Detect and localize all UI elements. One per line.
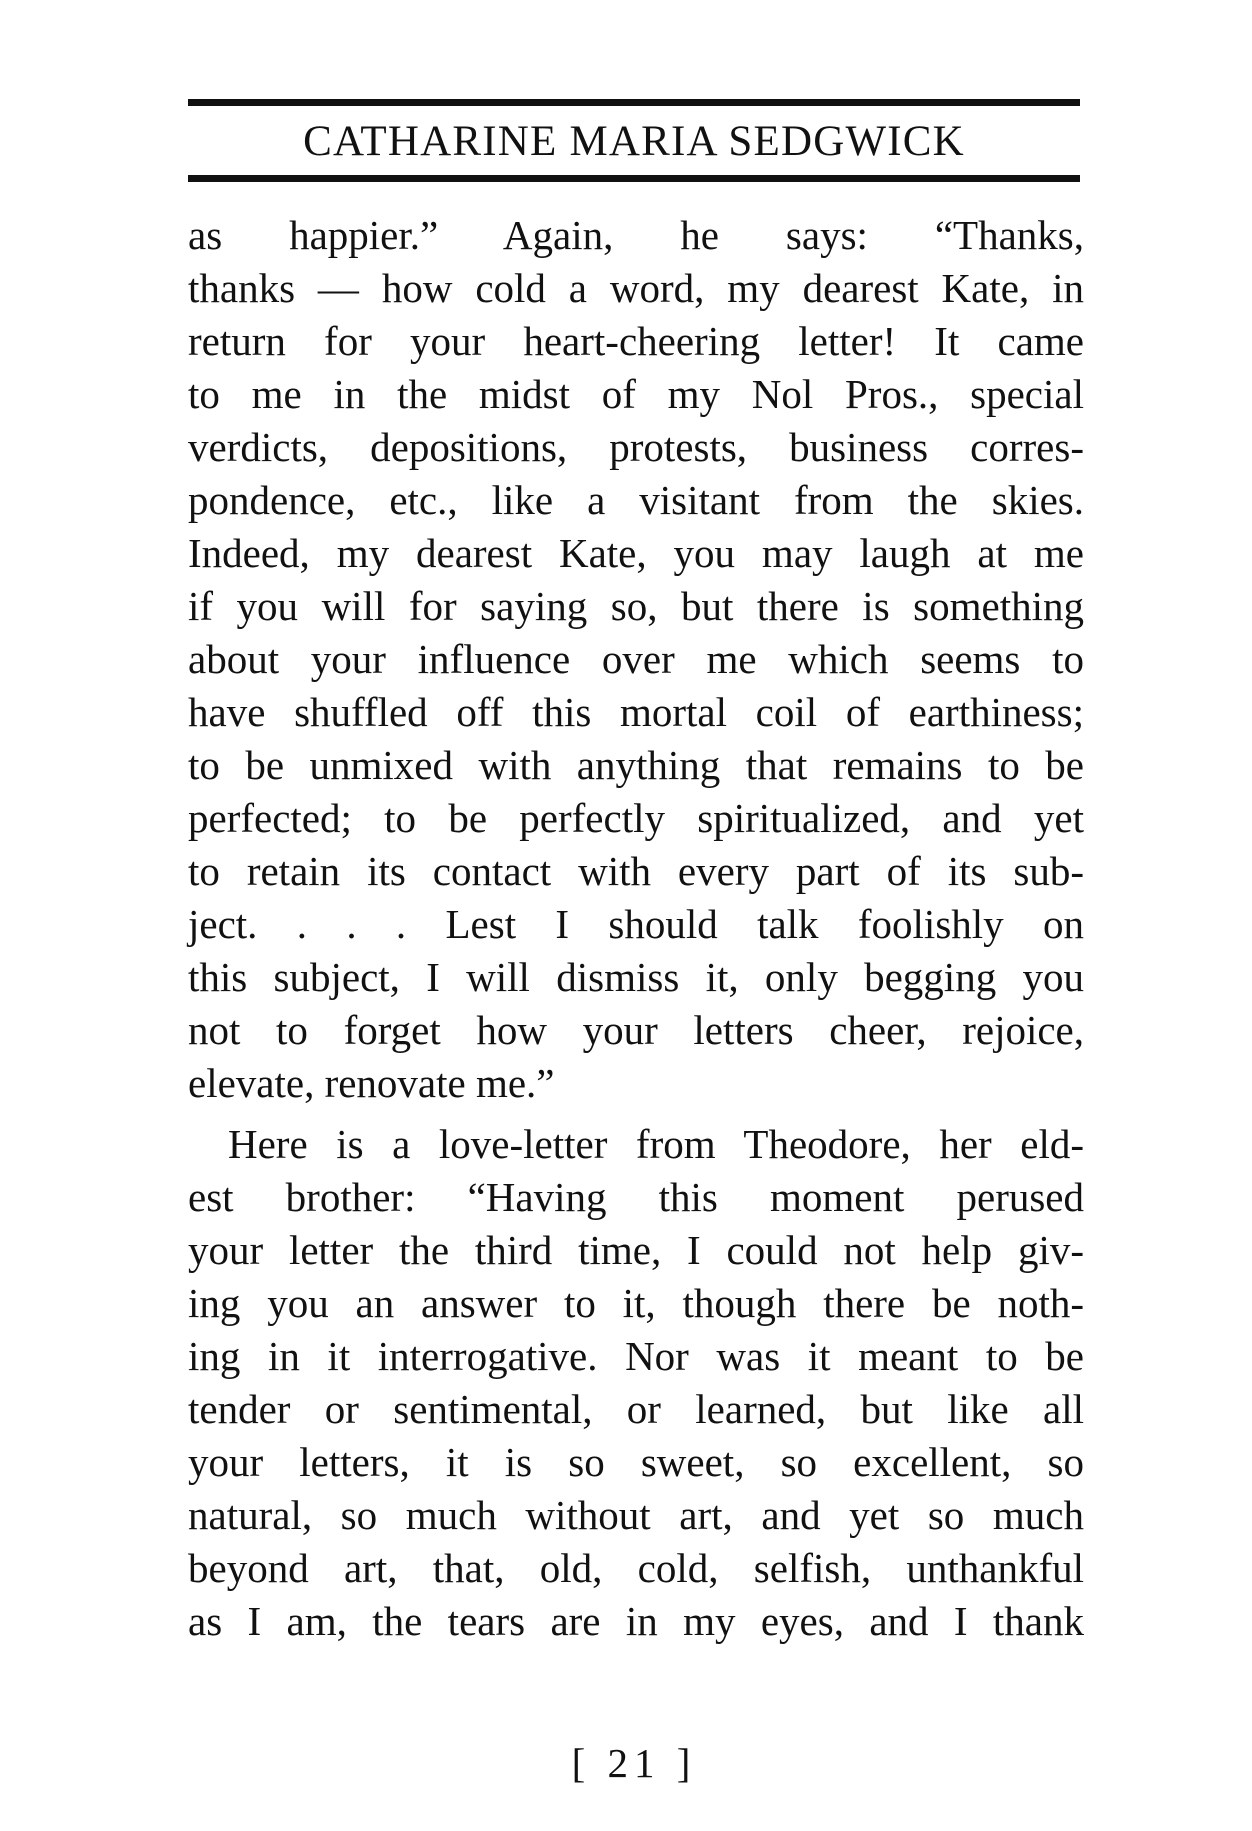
text-line: est brother: “Having this moment perused [188, 1174, 1084, 1220]
paragraph-2 [188, 1118, 1084, 1648]
text-line: about your influence over me which seems to [188, 636, 1084, 682]
text-line: as I am, the tears are in my eyes, and I thank [188, 1598, 1084, 1644]
text-line: perfected; to be perfectly spiritualized, and yet [188, 795, 1084, 841]
text-line: beyond art, that, old, cold, selfish, unthankful [188, 1545, 1084, 1591]
text-line: if you will for saying so, but there is something [188, 583, 1084, 629]
text-line: your letters, it is so sweet, so excellent, so [188, 1439, 1084, 1485]
text-line: to me in the midst of my Nol Pros., special [188, 371, 1084, 417]
paragraph-gap [188, 1110, 1084, 1118]
text-line: as happier.” Again, he says: “Thanks, [188, 212, 1084, 258]
text-line: this subject, I will dismiss it, only begging you [188, 954, 1084, 1000]
text-line: ing in it interrogative. Nor was it meant to be [188, 1333, 1084, 1379]
text-line: natural, so much without art, and yet so much [188, 1492, 1084, 1538]
text-line: tender or sentimental, or learned, but like all [188, 1386, 1084, 1432]
text-line: thanks — how cold a word, my dearest Kate, in [188, 265, 1084, 311]
text-line: Indeed, my dearest Kate, you may laugh at me [188, 530, 1084, 576]
body-text [188, 209, 1084, 1648]
text-line: verdicts, depositions, protests, business corres- [188, 424, 1084, 470]
page-number: [ 21 ] [571, 1740, 697, 1786]
paragraph-1 [188, 209, 1084, 1110]
text-line: return for your heart-cheering letter! It came [188, 318, 1084, 364]
text-line: pondence, etc., like a visitant from the skies. [188, 477, 1084, 523]
text-line: elevate, renovate me.” [188, 1060, 555, 1106]
running-head: CATHARINE MARIA SEDGWICK [303, 118, 965, 165]
text-line: to be unmixed with anything that remains to be [188, 742, 1084, 788]
text-line: ing you an answer to it, though there be noth- [188, 1280, 1084, 1326]
text-line: ject. . . . Lest I should talk foolishly on [188, 901, 1084, 947]
header-top-rule [188, 99, 1080, 106]
text-line: your letter the third time, I could not help giv- [188, 1227, 1084, 1273]
book-page [188, 92, 1084, 1792]
text-line: to retain its contact with every part of its sub- [188, 848, 1084, 894]
text-line: have shuffled off this mortal coil of earthiness; [188, 689, 1084, 735]
text-line: Here is a love-letter from Theodore, her eld- [228, 1121, 1084, 1167]
text-line: not to forget how your letters cheer, rejoice, [188, 1007, 1084, 1053]
header-bottom-rule [188, 175, 1080, 182]
